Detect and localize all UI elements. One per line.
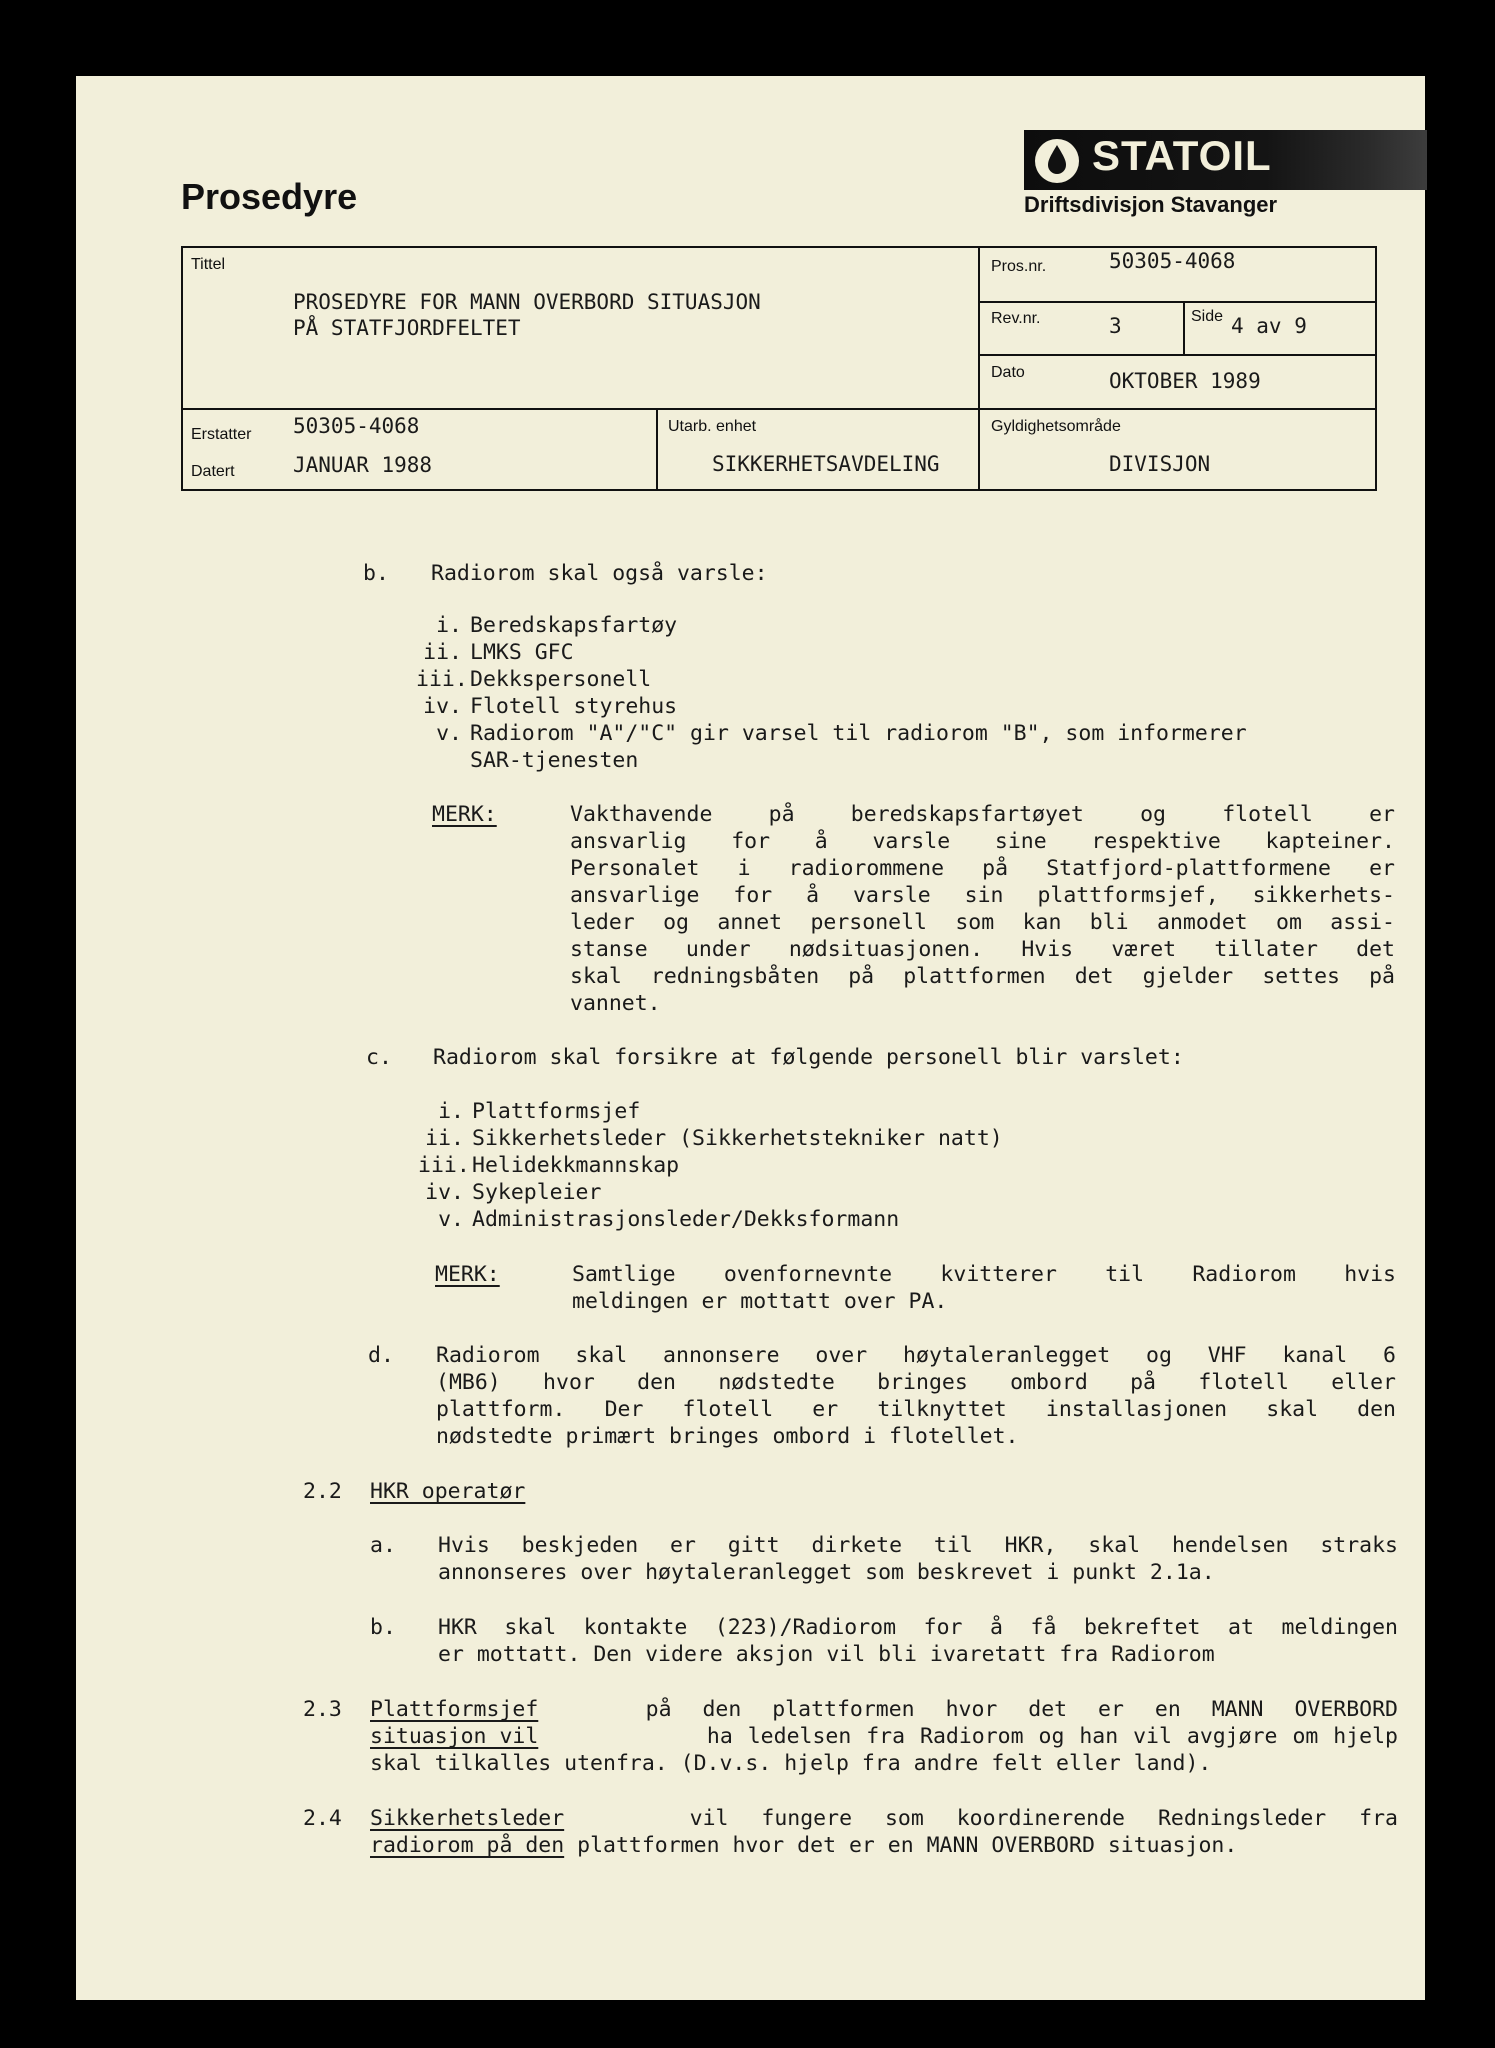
dato-label: Dato (991, 364, 1025, 381)
side-value: 4 av 9 (1231, 314, 1307, 338)
item-a-line: annonseres over høytaleranlegget som beskrevet i punkt 2.1a. (438, 1560, 1215, 1585)
c-sub-text: Plattformsjef (472, 1099, 641, 1124)
merk-line: stanse under nødsituasjonen. Hvis været tillater det (570, 937, 1395, 962)
datert-label: Datert (191, 463, 235, 480)
item-b-line: er mottatt. Den videre aksjon vil bli ivaretatt fra Radiorom (438, 1642, 1215, 1667)
statoil-logo-text: STATOIL (1092, 132, 1272, 179)
section-2-3-line-1 (370, 1696, 1398, 1723)
title-line-2: PÅ STATFJORDFELTET (293, 316, 521, 340)
document-page (76, 76, 1425, 2000)
item-d-line: (MB6) hvor den nødstedte bringes ombord på flotell eller (436, 1370, 1396, 1395)
b-sub-number: i. (436, 613, 462, 638)
title-line-1: PROSEDYRE FOR MANN OVERBORD SITUASJON (293, 290, 761, 314)
c-sub-number: i. (438, 1099, 464, 1124)
b-sub-text-continuation: SAR-tjenesten (470, 748, 639, 773)
section-line-rest: ha ledelsen fra Radiorom og han vil avgjøre om hjelp (706, 1724, 1398, 1749)
item-c-marker: c. (366, 1045, 392, 1070)
prosnr-label: Pros.nr. (991, 258, 1047, 275)
section-line-rest: på den plattformen hvor det er en MANN OVERBORD (645, 1697, 1398, 1722)
item-d-line: Radiorom skal annonsere over høytaleranlegget og VHF kanal 6 (436, 1343, 1396, 1368)
utarb-value: SIKKERHETSAVDELING (712, 452, 940, 476)
header-table (181, 246, 1377, 491)
section-number: 2.3 (303, 1697, 342, 1722)
item-b-marker: b. (363, 561, 389, 586)
item-c-text: Radiorom skal forsikre at følgende personell blir varslet: (433, 1045, 1184, 1070)
tittel-label: Tittel (191, 256, 226, 273)
revnr-label: Rev.nr. (991, 310, 1041, 327)
b-sub-text: Dekkspersonell (470, 667, 652, 692)
item-a-line: Hvis beskjeden er gitt dirkete til HKR, skal hendelsen straks (438, 1533, 1398, 1558)
c-sub-text: Administrasjonsleder/Dekksformann (472, 1207, 900, 1232)
document-type-heading: Prosedyre (181, 176, 358, 217)
section-2-3-line-2 (370, 1723, 1398, 1750)
b-sub-text: Flotell styrehus (470, 694, 678, 719)
merk-line: ansvarlig for å varsle sine respektive kapteiner. (570, 829, 1395, 854)
c-sub-number: ii. (425, 1126, 464, 1151)
section-lead: radiorom på den (370, 1833, 565, 1858)
dato-value: OKTOBER 1989 (1109, 369, 1261, 393)
b-sub-number: ii. (423, 640, 462, 665)
gyldighet-value: DIVISJON (1109, 452, 1211, 476)
section-lead: situasjon vil (370, 1724, 539, 1749)
merk-line: meldingen er mottatt over PA. (572, 1289, 948, 1314)
merk-line: leder og annet personell som kan bli anmodet om assi- (570, 910, 1395, 935)
section-2-4-line-1 (370, 1805, 1398, 1832)
section-lead: Sikkerhetsleder (370, 1806, 565, 1831)
item-a-marker: a. (370, 1533, 396, 1558)
section-heading: HKR operatør (370, 1479, 526, 1504)
c-sub-text: Helidekkmannskap (472, 1153, 680, 1178)
section-number: 2.4 (303, 1806, 342, 1831)
b-sub-number: v. (436, 721, 462, 746)
item-b-text: Radiorom skal også varsle: (431, 561, 768, 586)
merk-line: Samtlige ovenfornevnte kvitterer til Radiorom hvis (572, 1262, 1396, 1287)
statoil-drop-icon (1032, 135, 1082, 185)
revnr-value: 3 (1109, 314, 1122, 338)
merk-line: Personalet i radiorommene på Statfjord-plattformene er (570, 856, 1395, 881)
merk-line: Vakthavende på beredskapsfartøyet og flotell er (570, 802, 1395, 827)
item-b-marker: b. (370, 1615, 396, 1640)
b-sub-text: Beredskapsfartøy (470, 613, 678, 638)
erstatter-value: 50305-4068 (293, 414, 420, 438)
merk-label: MERK: (432, 802, 497, 827)
utarb-label: Utarb. enhet (668, 418, 757, 435)
section-lead: Plattformsjef (370, 1697, 539, 1722)
merk-line: ansvarlige for å varsle sin plattformsjef, sikkerhets- (570, 883, 1395, 908)
c-sub-number: iv. (425, 1180, 464, 1205)
b-sub-number: iv. (423, 694, 462, 719)
section-line: skal tilkalles utenfra. (D.v.s. hjelp fra andre felt eller land). (370, 1751, 1212, 1776)
c-sub-number: v. (438, 1207, 464, 1232)
section-line-rest: vil fungere som koordinerende Redningsleder fra (689, 1806, 1398, 1831)
gyldighet-label: Gyldighetsområde (991, 418, 1121, 435)
division-name: Driftsdivisjon Stavanger (1024, 192, 1278, 217)
prosnr-value: 50305-4068 (1109, 249, 1236, 273)
b-sub-number: iii. (416, 667, 468, 692)
merk-label: MERK: (435, 1262, 500, 1287)
erstatter-label: Erstatter (191, 426, 252, 443)
c-sub-number: iii. (418, 1153, 470, 1178)
item-d-line: plattform. Der flotell er tilknyttet installasjonen skal den (436, 1397, 1396, 1422)
merk-line: vannet. (570, 991, 661, 1016)
b-sub-text: Radiorom "A"/"C" gir varsel til radiorom "B", som informerer (470, 721, 1247, 746)
item-b-line: HKR skal kontakte (223)/Radiorom for å få bekreftet at meldingen (438, 1615, 1398, 1640)
section-2-4-line-2 (370, 1832, 1237, 1859)
c-sub-text: Sykepleier (472, 1180, 602, 1205)
c-sub-text: Sikkerhetsleder (Sikkerhetstekniker natt) (472, 1126, 1003, 1151)
item-d-line: nødstedte primært bringes ombord i flotellet. (436, 1424, 1019, 1449)
datert-value: JANUAR 1988 (293, 453, 433, 477)
merk-line: skal redningsbåten på plattformen det gjelder settes på (570, 964, 1395, 989)
side-label: Side (1191, 308, 1224, 325)
section-number: 2.2 (303, 1479, 342, 1504)
item-d-marker: d. (368, 1343, 394, 1368)
section-line-rest: plattformen hvor det er en MANN OVERBORD situasjon. (577, 1833, 1238, 1858)
b-sub-text: LMKS GFC (470, 640, 574, 665)
